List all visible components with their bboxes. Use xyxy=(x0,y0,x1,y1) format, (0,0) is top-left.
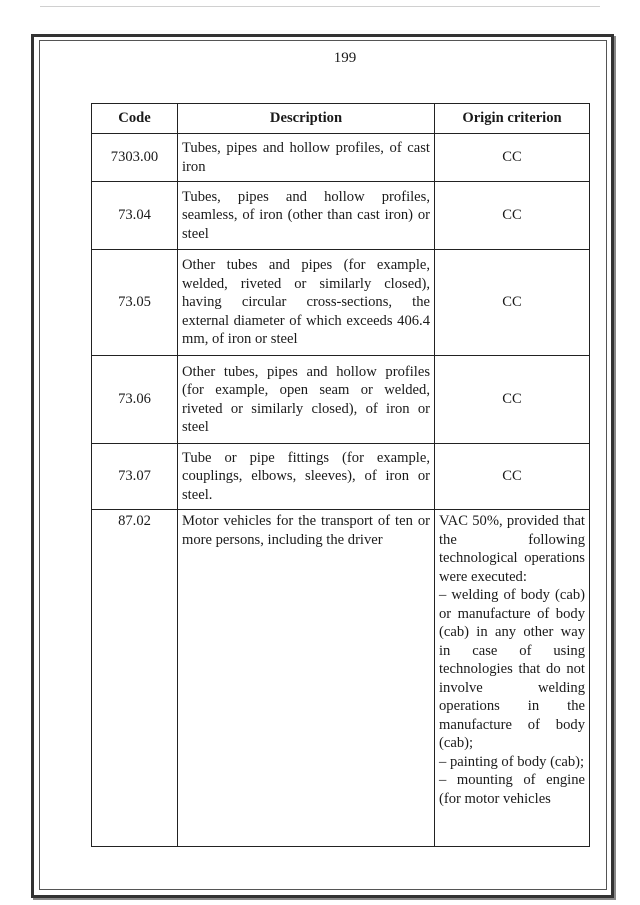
row-code: 7303.00 xyxy=(92,134,178,182)
top-scan-rule xyxy=(40,6,600,7)
row-description: Tube or pipe fittings (for example, couplings, elbows, sleeves), of iron or steel. xyxy=(178,444,435,510)
row-description: Tubes, pipes and hollow profiles, seamless, of iron (other than cast iron) or steel xyxy=(178,182,435,250)
table-row xyxy=(92,134,590,182)
row-origin: CC xyxy=(435,250,590,356)
page-number: 199 xyxy=(333,50,357,66)
row-origin: CC xyxy=(435,134,590,182)
table-row xyxy=(92,250,590,356)
table-header-row xyxy=(92,104,590,134)
row-origin: CC xyxy=(435,444,590,510)
table-row xyxy=(92,510,590,847)
row-origin: CC xyxy=(435,182,590,250)
header-origin-criterion: Origin criterion xyxy=(435,104,590,134)
header-code: Code xyxy=(92,104,178,134)
row-code: 73.04 xyxy=(92,182,178,250)
origin-line: – painting of body (cab); xyxy=(439,753,585,770)
table-row xyxy=(92,444,590,510)
row-origin xyxy=(435,510,590,847)
origin-line: – mounting of engine (for motor vehicles xyxy=(439,772,585,807)
row-code: 73.07 xyxy=(92,444,178,510)
row-description: Motor vehicles for the transport of ten or more persons, including the driver xyxy=(178,510,435,847)
origin-line: VAC 50%, provided that the following technological operations were executed: xyxy=(439,513,585,585)
row-code: 87.02 xyxy=(92,510,178,847)
row-origin: CC xyxy=(435,356,590,444)
table-row xyxy=(92,182,590,250)
row-description: Other tubes, pipes and hollow profiles (for example, open seam or welded, riveted or similarly closed), of iron or steel xyxy=(178,356,435,444)
header-description: Description xyxy=(178,104,435,134)
origin-line: – welding of body (cab) or manufacture of body (cab) in any other way in case of using technologies that do not involve welding operations in the manufacture of body (cab); xyxy=(439,587,585,751)
table-row xyxy=(92,356,590,444)
row-description: Other tubes and pipes (for example, welded, riveted or similarly closed), having circular cross-sections, the external diameter of which exceeds 406.4 mm, of iron or steel xyxy=(178,250,435,356)
row-code: 73.06 xyxy=(92,356,178,444)
row-description: Tubes, pipes and hollow profiles, of cast iron xyxy=(178,134,435,182)
row-code: 73.05 xyxy=(92,250,178,356)
origin-criteria-table xyxy=(91,103,590,847)
